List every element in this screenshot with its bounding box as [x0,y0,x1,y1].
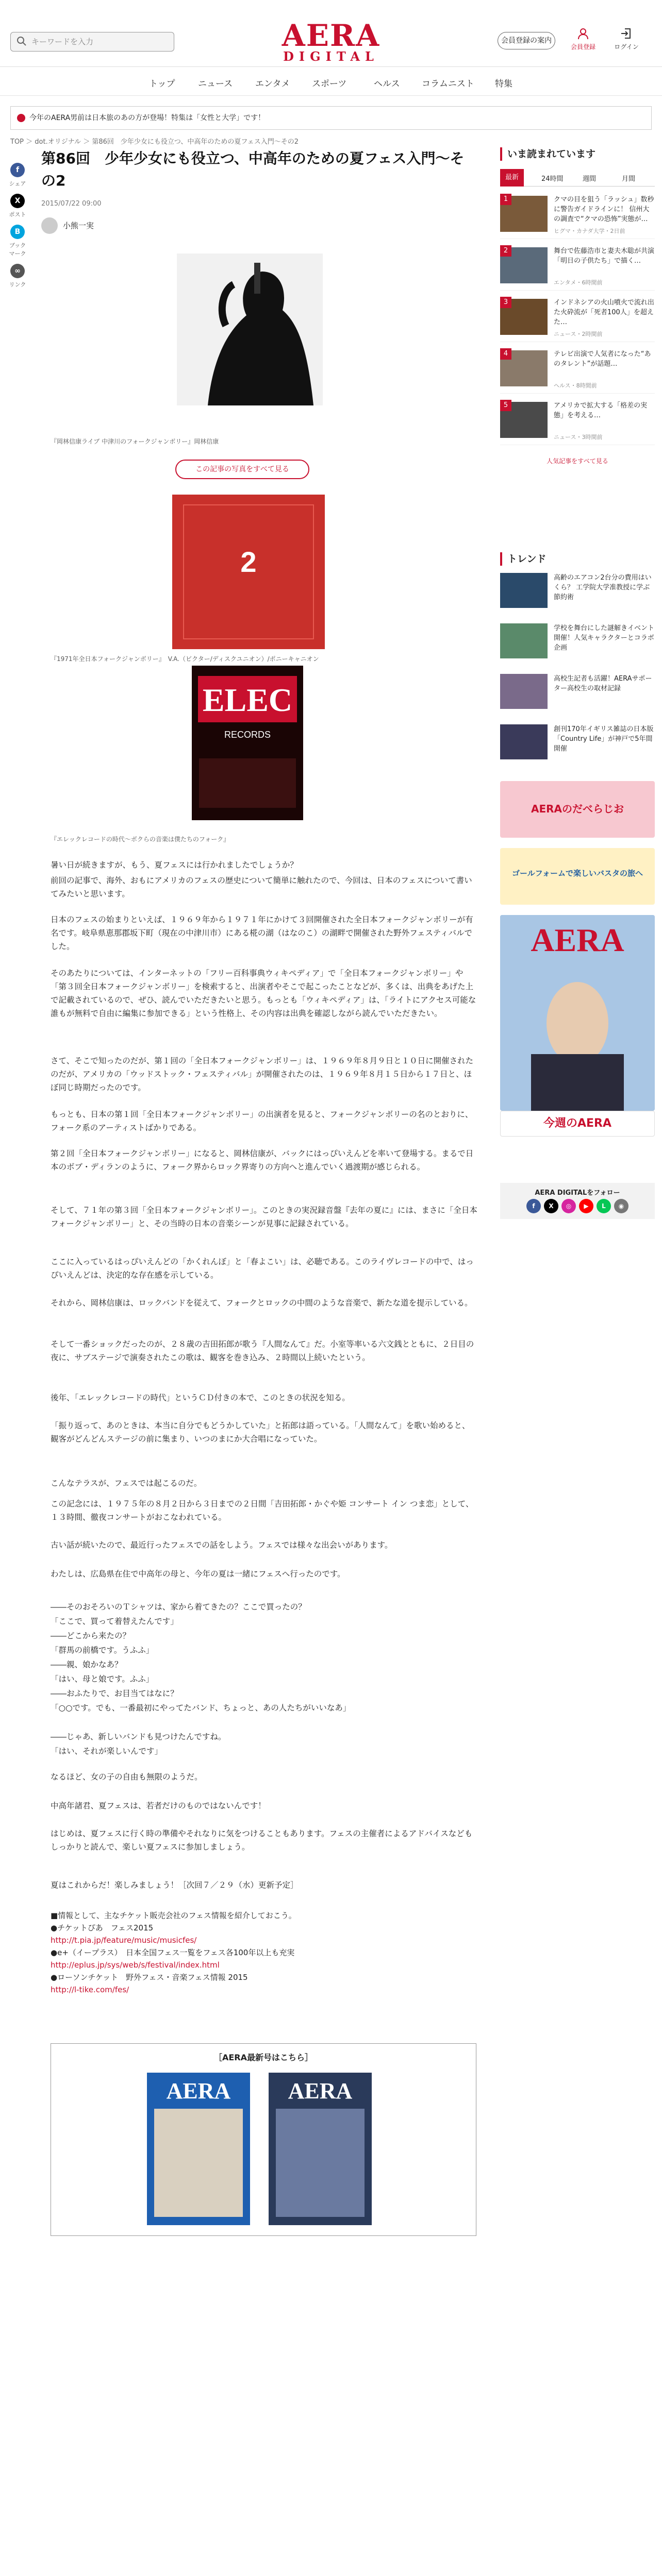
login-button[interactable] [608,27,644,51]
rank-number: 5 [500,400,511,411]
podcast-banner[interactable] [500,781,655,838]
paragraph: 暑い日が続きますが、もう、夏フェスには行かれましたでしょうか？ [51,860,298,870]
nav-item-special[interactable]: 特集 [495,79,512,89]
album-cover-image[interactable] [172,495,325,649]
follow-box [500,1183,655,1219]
ranking-item[interactable] [500,400,655,445]
sidebar [500,147,655,1210]
dialogue-line: 「はい、それが楽しいんです」 [51,1747,163,1756]
bookmark-share-icon[interactable]: B [10,225,25,239]
paragraph: 第２回「全日本フォークジャンボリー」になると、岡林信康が、バックにはっぴいえんどを率いて登場する。まるで日本のボブ・ディランのように、フォーク界からロック界寄りの方向へと進んでいく過渡期が感じられる。 [51,1149,474,1172]
dialogue-line: ――親、娘かなあ？ [51,1660,123,1669]
member-guide-button[interactable]: 会員登録の案内 [498,32,555,49]
album-cover-image[interactable] [177,253,323,405]
magazine-cover-1[interactable] [147,2073,250,2225]
dialogue-line: 「はい、母と娘です。ふふ」 [51,1674,154,1684]
ranking-title: テレビ出演で人気者になった“あのタレント”が話題… [554,350,651,368]
dialogue-line: 「○○です。でも、一番最初にやってたバンド、ちょっと、あの人たちがいいなあ」 [51,1703,351,1713]
ranking-item[interactable] [500,348,655,394]
author-name: 小熊一実 [63,221,94,230]
list-item: ●e+（イープラス） 日本全国フェス一覧をフェス各100年以上も充実 [51,1948,295,1957]
global-nav [0,67,662,96]
dialogue-line: 「ここで、買って着替えたんです」 [51,1617,178,1626]
article-main [0,147,485,2576]
list-item: ●チケットぴあ フェス2015 [51,1923,154,1933]
paragraph: そして、７１年の第３回「全日本フォークジャンボリー」。このときの実況録音盤『去年の夏に』には、まさに「全日本フォークジャンボリー」と、その当時の日本の音楽シーンが見事に記録されている。 [51,1206,477,1228]
facebook-icon[interactable]: f [526,1199,541,1213]
ranking-item[interactable] [500,297,655,342]
trend-item[interactable] [500,724,655,770]
svg-text:ELEC: ELEC [202,682,293,718]
album-cover-image[interactable] [192,666,303,820]
list-item: ●ローソンチケット 野外フェス・音楽フェス情報 2015 [51,1973,248,1982]
paragraph: そのあたりについては、インターネットの「フリー百科事典ウィキペディア」で「全日本フォークジャンボリー」や「第３回全日本フォークジャンボリー」を検索すると、出演者やそこで起こったことなどが、多くは、出典をあげた上で記載されているので、ぜひ、読んでいただきたいと思う。もっとも「ウィキペディア」は、「ライトにアクセス可能な誰もが無料で自由に編集に参加できる」という性格上、その内容は出典を確認しながら読んでいただきたい。 [51,969,476,1018]
ranking-title: インドネシアの火山噴火で流れ出た火砕流が「死者100人」を超えた… [554,299,654,326]
paragraph: もっとも、日本の第１回「全日本フォークジャンボリー」の出演者を見ると、フォークジャンボリーの名のとおりに、フォーク系のアーティストばかりである。 [51,1110,473,1132]
login-label: ログイン [614,43,639,50]
banner-text: AERAのだべらじお [531,803,624,815]
paragraph: 日本のフェスの始まりといえば、１９６９年から１９７１年にかけて３回開催された全日本フォークジャンボリーが有名です。岐阜県恵那郡坂下町（現在の中津川市）にある椛の湖（はなのこ）の湖畔で開催された野外フェスティバルでした。 [51,915,473,951]
avatar [41,217,58,234]
rss-icon[interactable]: ◉ [614,1199,628,1213]
paragraph: そして一番ショックだったのが、２８歳の吉田拓郎が歌う『人間なんて』だ。小室等率いる六文銭とともに、２日目の夜に、サブステージで演奏されたこの歌は、観客を巻き込み、２時間以上続いたという。 [51,1340,474,1362]
trend-title: 創刊170年イギリス雑誌の日本版「Country Life」が神戸で5年間開催 [554,725,654,753]
line-icon[interactable]: L [597,1199,611,1213]
ranking-item[interactable] [500,245,655,291]
register-button[interactable] [565,27,601,51]
rank-number: 4 [500,348,511,360]
tab-weekly[interactable]: 週間 [583,175,597,183]
svg-text:2: 2 [240,546,257,578]
rank-number: 1 [500,194,511,205]
banner-text: ゴールフォームで楽しいバスタの旅へ [512,869,643,878]
trend-thumbnail [500,623,548,658]
paragraph: こんなテラスが、フェスでは起こるのだ。 [51,1479,202,1488]
dialogue-line: ――どこから来たの？ [51,1631,131,1640]
paragraph: ここに入っているはっぴいえんどの「かくれんぼ」と「春よこい」は、必聴である。このライヴレコードの中で、はっぴいえんどは、決定的な存在感を示している。 [51,1257,474,1280]
ranking-meta: ニュース・3時間前 [554,434,603,440]
bell-icon [17,114,25,122]
rank-number: 2 [500,245,511,257]
latest-issue-box [51,2043,476,2236]
register-label: 会員登録 [570,43,595,50]
paragraph: はじめは、夏フェスに行く時の準備やそれなりに気をつけることもあります。フェスの主催者によるアドバイスなどもしっかりと読んで、楽しい夏フェスに参加しましょう。 [51,1829,473,1852]
user-icon [576,27,590,40]
trend-heading: トレンド [500,552,547,566]
nav-item-sports[interactable]: スポーツ [312,79,347,89]
svg-text:RECORDS: RECORDS [224,730,271,740]
travel-banner[interactable] [500,848,655,905]
trend-item[interactable] [500,674,655,719]
image-caption: 『エレックレコードの時代〜ボクらの音楽は僕たちのフォーク』 [51,836,230,843]
paragraph: さて、そこで知ったのだが、第１回の「全日本フォークジャンボリー」は、１９６９年８月９日と１０日に開催されたのだが、アメリカの「ウッドストック・フェスティバル」が開催されたのは、１９６９年８月１５日から１７日と、ほぼ同じ時期だったのです。 [51,1056,474,1092]
magazine-cover-2[interactable] [269,2073,372,2225]
ranking-meta: エンタメ・6時間前 [554,279,603,286]
site-logo[interactable] [279,18,383,64]
dialogue-line: 「群馬の前橋です。うふふ」 [51,1646,154,1655]
nav-item-health[interactable]: ヘルス [374,79,400,89]
search-icon [16,36,27,46]
logo-main-text: AERA [282,18,380,53]
folk-jamboree-cover [172,495,325,649]
view-all-photos-button[interactable]: この記事の写真をすべて見る [175,460,309,479]
x-share-icon[interactable]: X [10,194,25,208]
nav-item-top[interactable]: トップ [149,79,175,89]
share-buttons [7,163,28,295]
paragraph: 夏はこれからだ！楽しみましょう！［次回７／２９（水）更新予定］ [51,1880,299,1890]
dialogue-line: ――じゃあ、新しいバンドも見つけたんですね。 [51,1732,226,1741]
social-icons [500,1197,655,1215]
trend-title: 学校を舞台にした謎解きイベント開催！人気キャラクターとコラボ企画 [554,624,655,652]
magazine-banner[interactable] [500,915,655,1111]
paragraph: 後年、「エレックレコードの時代」というＣＤ付きの本で、このときの状況を知る。 [51,1393,350,1402]
trend-title: 高校生記者も活躍！AERAサポーター高校生の取材記録 [554,675,652,692]
magazine-cover-large [500,915,655,1111]
ranking-meta: ヒグマ・カナダ大学・2日前 [554,228,625,234]
share-label: リンク [9,281,26,288]
nav-item-entame[interactable]: エンタメ [255,79,290,89]
notice-bar[interactable] [10,106,652,130]
image-caption: 『1971年全日本フォークジャンボリー』 V.A.（ビクター/ディスクユニオン）/ポニーキャニオン [51,655,319,663]
rank-number: 3 [500,297,511,308]
ranking-meta: ニュース・2時間前 [554,331,603,337]
follow-heading: AERA DIGITALをフォロー [535,1189,620,1197]
notice-text: 今年のAERA男前は日本旅のあの方が登場！特集は「女性と大学」です！ [29,114,266,122]
svg-text:AERA: AERA [531,922,624,958]
latest-issue-heading: ［AERA最新号はこちら］ [213,2053,313,2062]
ranking-meta: ヘルス・8時間前 [554,382,597,389]
paragraph: 中高年諸君、夏フェスは、若者だけのものではないんです！ [51,1801,266,1810]
image-caption: 『岡林信康ライブ 中津川のフォークジャンボリー』岡林信康 [51,438,219,445]
elec-records-cover [192,666,303,820]
this-week-aera-banner[interactable]: 今週のAERA [500,1111,655,1137]
dialogue-line: ――おふたりで、お目当てはなに？ [51,1689,178,1698]
trend-thumbnail [500,724,548,759]
tab-latest[interactable]: 最新 [500,169,524,187]
ticket-link[interactable]: http://t.pia.jp/feature/music/musicfes/ [51,1936,197,1945]
ranking-title: クマの目を狙う「ラッシュ」数秒に警告ガイドラインに！ 信州大の調査で“クマの恐怖”実態が… [554,196,654,223]
author[interactable] [41,217,94,234]
trend-title: 高齢のエアコン2台分の費用はいくら？ 工学院大学准教授に学ぶ節約術 [554,574,652,601]
ranking-item[interactable] [500,194,655,239]
ticket-info-list [51,1909,477,1996]
nav-item-news[interactable]: ニュース [198,79,233,89]
paragraph: わたしは、広島県在住で中高年の母と、今年の夏は一緒にフェスへ行ったのです。 [51,1569,345,1579]
paragraph: 「振り返って、あのときは、本当に自分でもどうかしていた」と拓郎は語っている。「人間なんて」を歌い始めると、観客がどんどんステージの前に集まり、いつのまにか大合唱になっていた。 [51,1421,470,1444]
link-share-icon[interactable]: ∞ [10,264,25,278]
paragraph: この記念には、１９７５年の８月２日から３日までの２日間「吉田拓郎・かぐや姫 コンサート イン つま恋」として、１３時間、徹夜コンサートがおこなわれている。 [51,1499,474,1522]
site-header [0,0,662,67]
ranking-heading: いま読まれています [500,147,655,161]
share-label: ポスト [9,211,26,218]
singer-photo [177,253,323,405]
tab-monthly[interactable]: 月間 [622,175,636,183]
trend-item[interactable] [500,573,655,618]
svg-text:AERA: AERA [166,2078,231,2104]
youtube-icon[interactable]: ▶ [579,1199,593,1213]
paragraph: 古い話が続いたので、最近行ったフェスでの話をしよう。フェスでは様々な出会いがあります。 [51,1540,393,1550]
login-icon [620,27,633,40]
svg-text:AERA: AERA [288,2078,353,2104]
trend-thumbnail [500,674,548,709]
facebook-share-icon[interactable]: f [10,163,25,177]
ticket-link[interactable]: http://l-tike.com/fes/ [51,1985,129,1994]
ticket-link[interactable]: http://eplus.jp/sys/web/s/festival/index.html [51,1960,220,1970]
instagram-icon[interactable]: ◎ [561,1199,576,1213]
search-input[interactable]: キーワードを入力 [10,32,174,52]
article-date: 2015/07/22 09:00 [41,200,102,208]
ranking-tabs [500,169,655,187]
x-icon[interactable]: X [544,1199,558,1213]
paragraph: それから、岡林信康は、ロックバンドを従えて、フォークとロックの中間のような音楽で、新たな道を提示している。 [51,1298,473,1308]
breadcrumb[interactable]: TOP ＞ dot.オリジナル ＞ 第86回 少年少女にも役立つ、中高年のための夏フェス入門〜その2 [10,138,299,146]
trend-item[interactable] [500,623,655,669]
share-label: シェア [9,180,26,187]
ranking-title: アメリカで拡大する「格差の実態」を考える… [554,402,648,419]
list-heading: ■情報として、主なチケット販売会社のフェス情報を紹介しておこう。 [51,1911,296,1920]
nav-item-columnist[interactable]: コラムニスト [422,79,474,89]
paragraph: 前回の記事で、海外、おもにアメリカのフェスの歴史について簡単に触れたので、今回は、日本のフェスについて書いてみたいと思います。 [51,876,472,899]
paragraph: なるほど、女の子の自由も無限のようだ。 [51,1772,203,1782]
ranking-title: 舞台で佐藤浩市と妻夫木聡が共演「明日の子供たち」で描く… [554,247,655,265]
logo-sub-text: DIGITAL [283,49,379,64]
tab-24h[interactable]: 24時間 [541,175,564,183]
article-title: 第86回 少年少女にも役立つ、中高年のための夏フェス入門〜その2 [41,150,465,190]
share-label: ブックマーク [9,242,26,257]
ranking-more-link[interactable]: 人気記事をすべて見る [547,457,608,465]
trend-thumbnail [500,573,548,608]
dialogue-line: ――そのおそろいのＴシャツは、家から着てきたの？ここで買ったの？ [51,1602,306,1612]
